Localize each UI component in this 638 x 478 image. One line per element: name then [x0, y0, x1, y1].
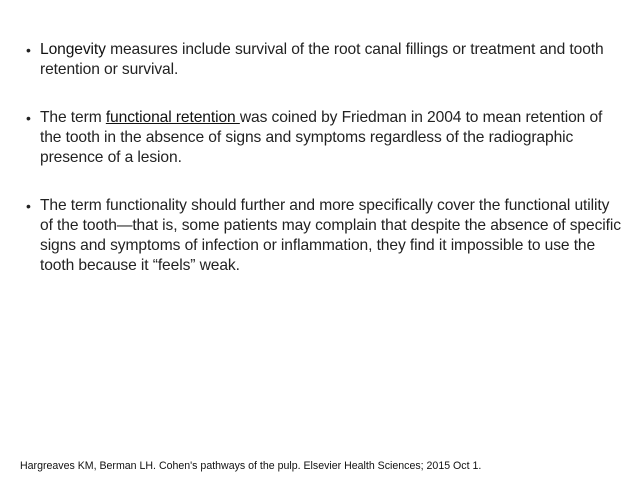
bullet-longevity: [26, 40, 626, 80]
functionality-text: The term functionality should further and more specifically cover the functional utility of the tooth—that is, some patients may complain that despite the absence of specific signs and symptoms of infection or inflammation, they find it impossible to use the tooth because it “feels” weak.: [40, 197, 621, 274]
functional-retention-pre: The term: [40, 109, 106, 126]
longevity-text: measures include survival of the root canal fillings or treatment and tooth retention or survival.: [40, 41, 604, 78]
bullet-functional-retention: [26, 108, 626, 168]
bullet-marker: •: [26, 42, 31, 58]
bullet-marker: •: [26, 110, 31, 126]
functional-retention-text: was coined by Friedman in 2004 to mean retention of the tooth in the absence of signs and symptoms regardless of the radiographic presence of a lesion.: [40, 109, 603, 166]
longevity-term: Longevity: [40, 41, 106, 58]
functional-retention-term: functional retention: [105, 109, 240, 126]
bullet-list: [26, 40, 626, 276]
citation: Hargreaves KM, Berman LH. Cohen's pathways of the pulp. Elsevier Health Sciences; 2015 Oct 1.: [20, 460, 482, 472]
bullet-functionality: [26, 196, 626, 276]
bullet-marker: •: [26, 198, 31, 214]
